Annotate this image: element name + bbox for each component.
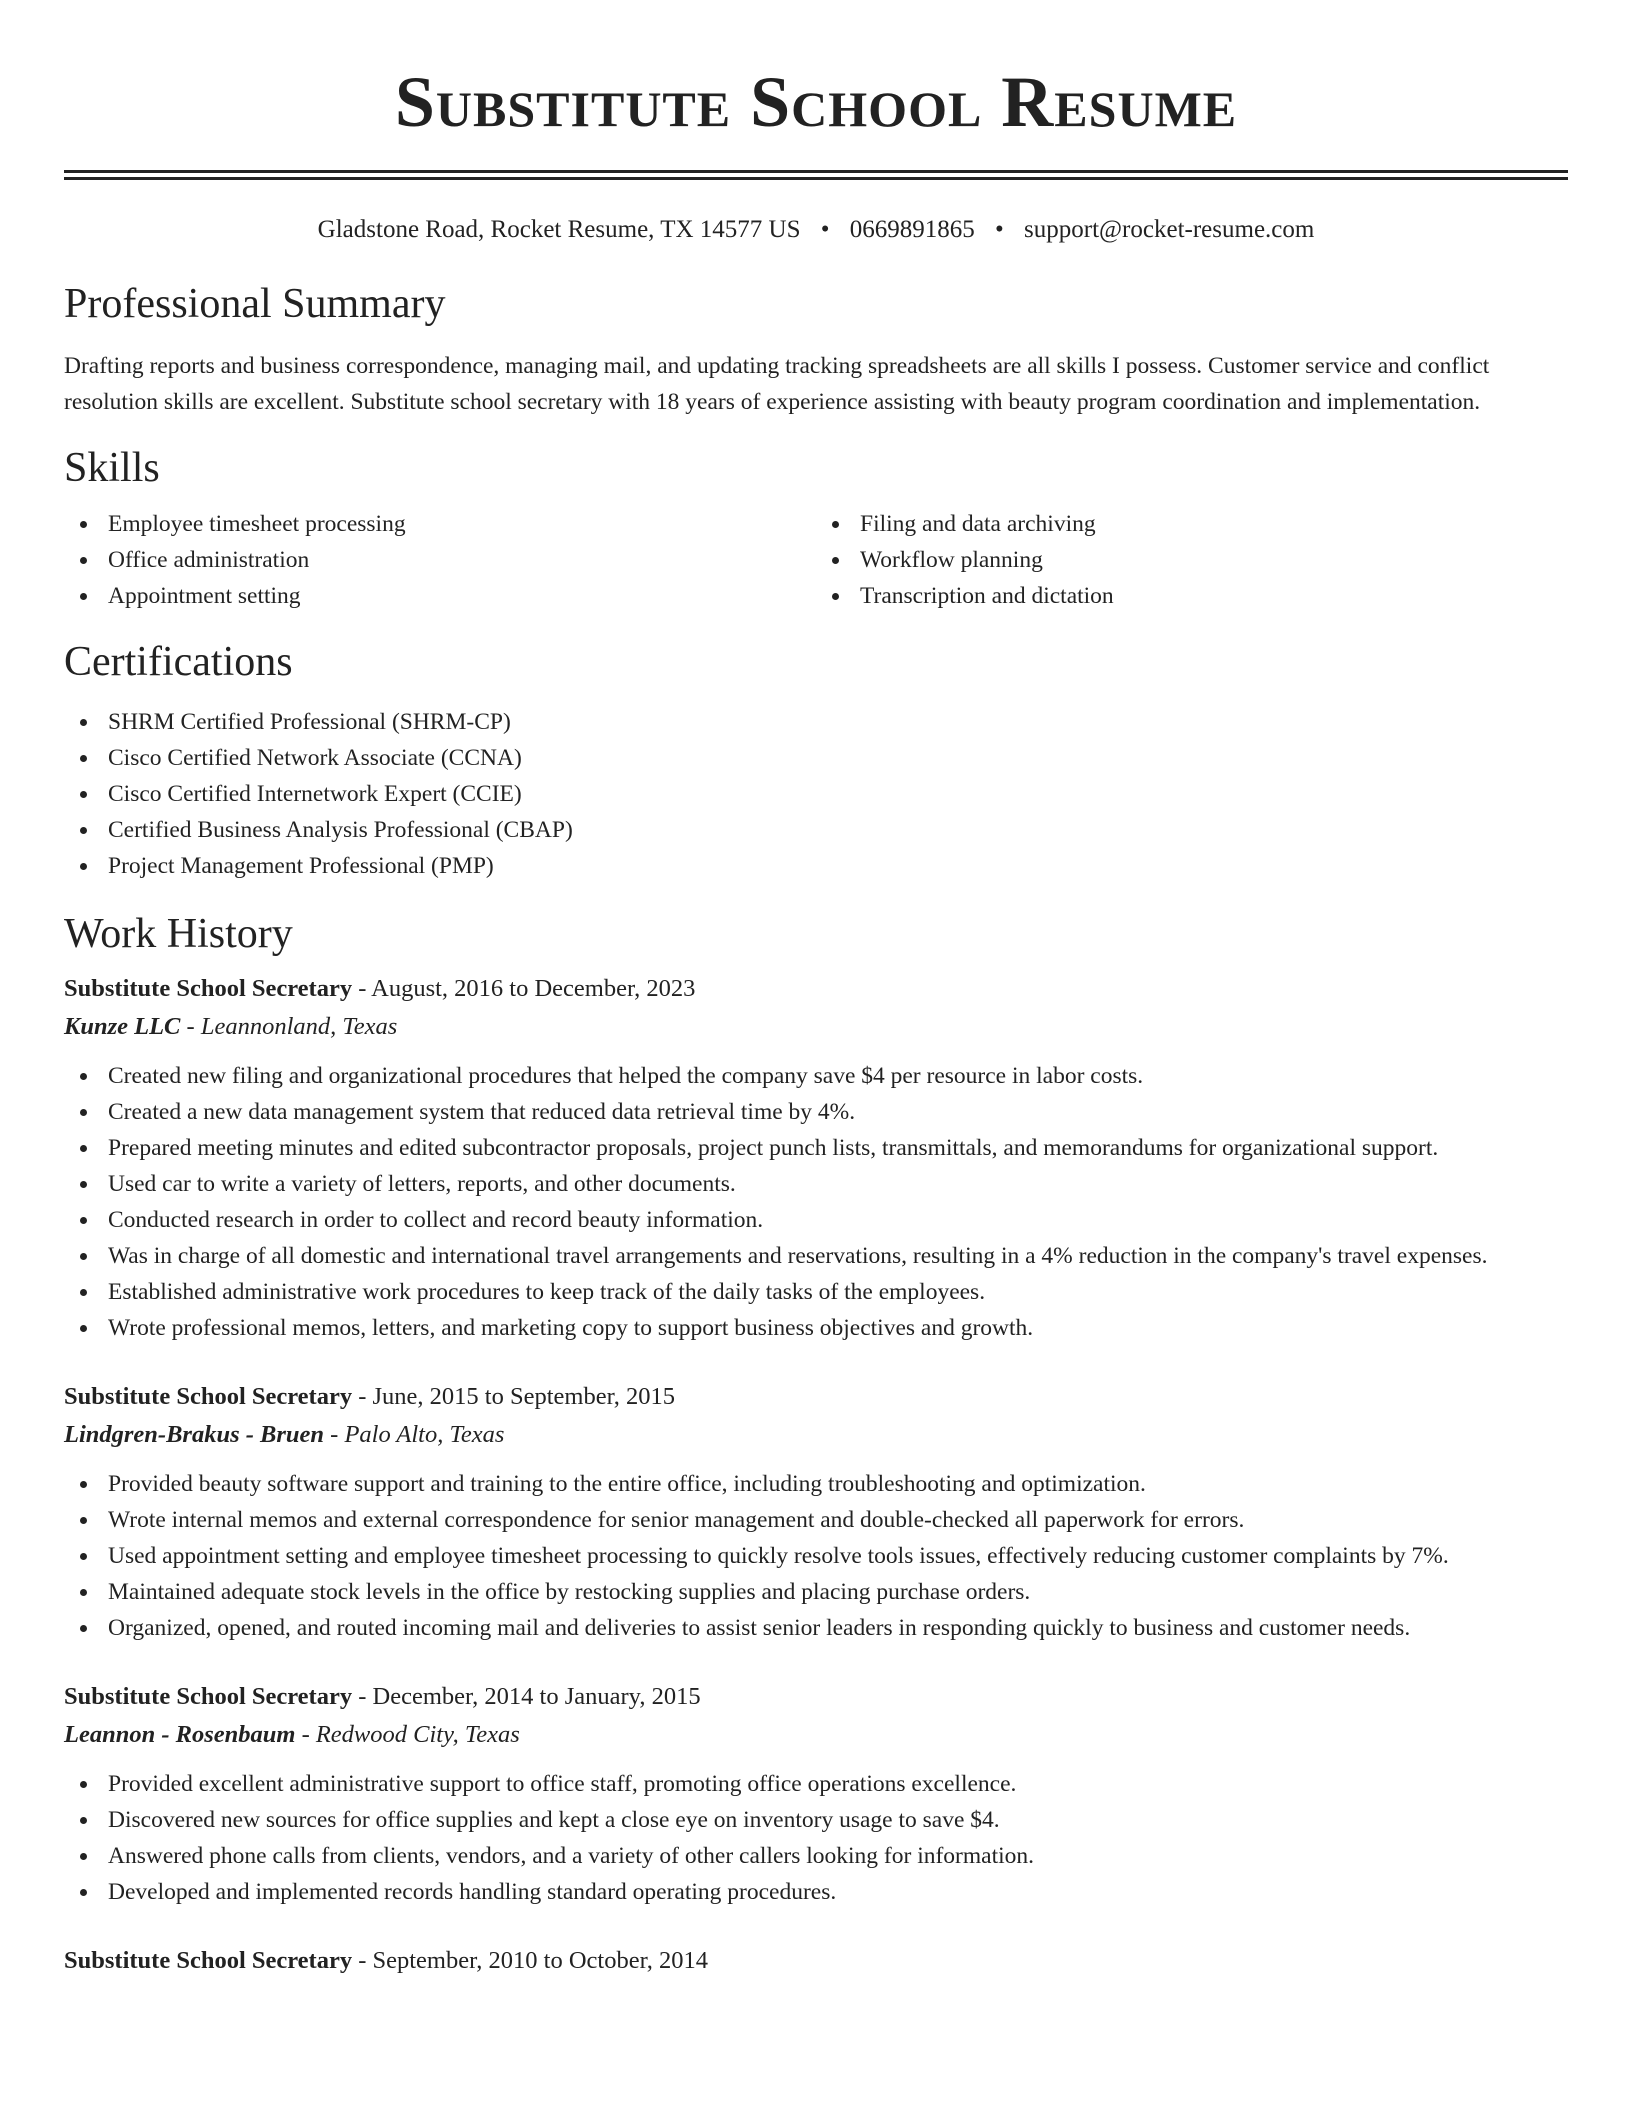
bullet-icon xyxy=(80,791,87,798)
job-duty-text: Maintained adequate stock levels in the office by restocking supplies and placing purchase orders. xyxy=(108,1579,1031,1605)
bullet-icon xyxy=(80,863,87,870)
skill-item xyxy=(816,578,1568,614)
job-duty xyxy=(64,1874,1568,1910)
certifications-section xyxy=(64,636,1568,884)
certification-item xyxy=(64,704,1568,740)
skill-label: Employee timesheet processing xyxy=(108,511,406,537)
bullet-icon xyxy=(80,1073,87,1080)
bullet-icon xyxy=(80,1325,87,1332)
certification-item xyxy=(64,740,1568,776)
summary-heading: Professional Summary xyxy=(64,281,446,327)
job-duty-text: Established administrative work procedures to keep track of the daily tasks of the employees. xyxy=(108,1279,986,1305)
job-employer xyxy=(64,1716,1568,1754)
bullet-icon xyxy=(80,1853,87,1860)
skill-item xyxy=(64,506,816,542)
bullet-icon xyxy=(832,521,839,528)
certification-label: Cisco Certified Network Associate (CCNA) xyxy=(108,745,522,771)
skill-label: Workflow planning xyxy=(860,547,1043,573)
contact-line xyxy=(64,214,1568,246)
job-duty-text: Prepared meeting minutes and edited subcontractor proposals, project punch lists, transmittals, and memorandums for organizational support. xyxy=(108,1135,1439,1161)
job-location: - Palo Alto, Texas xyxy=(324,1421,505,1448)
summary-text: Drafting reports and business correspondence, managing mail, and updating tracking spreadsheets are all skills I possess. Customer service and conflict resolution skills are excellent. Substitute school secretary with 18 years of experience assisting with beauty program coordination and implementation. xyxy=(64,353,1490,415)
bullet-icon xyxy=(80,1553,87,1560)
bullet-icon xyxy=(80,755,87,762)
certification-item xyxy=(64,776,1568,812)
contact-separator: • xyxy=(820,216,830,243)
job-duty xyxy=(64,1838,1568,1874)
bullet-icon xyxy=(80,1145,87,1152)
skills-section xyxy=(64,442,1568,614)
job-role: Substitute School Secretary xyxy=(64,975,353,1002)
bullet-icon xyxy=(80,827,87,834)
bullet-icon xyxy=(832,557,839,564)
summary-section xyxy=(64,278,1568,420)
job-duty-text: Provided beauty software support and training to the entire office, including troubleshooting and optimization. xyxy=(108,1471,1146,1497)
job-duties-list xyxy=(64,1058,1568,1346)
job-location: - Redwood City, Texas xyxy=(295,1721,520,1748)
certification-item xyxy=(64,812,1568,848)
job-entry xyxy=(64,1678,1568,1910)
bullet-icon xyxy=(80,1781,87,1788)
contact-separator: • xyxy=(995,216,1004,243)
skills-heading: Skills xyxy=(64,445,160,491)
skills-list-left xyxy=(64,506,816,614)
job-duties-list xyxy=(64,1466,1568,1646)
contact-email: support@rocket-resume.com xyxy=(1024,216,1315,243)
bullet-icon xyxy=(80,1289,87,1296)
job-dates: - September, 2010 to October, 2014 xyxy=(352,1947,709,1974)
skills-grid xyxy=(64,506,1568,614)
job-duty xyxy=(64,1130,1568,1166)
skill-item xyxy=(816,506,1568,542)
bullet-icon xyxy=(80,1625,87,1632)
job-header xyxy=(64,1942,1568,1980)
job-duty-text: Wrote professional memos, letters, and marketing copy to support business objectives and growth. xyxy=(108,1315,1034,1341)
skill-item xyxy=(64,542,816,578)
job-role: Substitute School Secretary xyxy=(64,1683,353,1710)
skills-list-right xyxy=(816,506,1568,614)
job-dates: - June, 2015 to September, 2015 xyxy=(352,1383,676,1410)
job-employer xyxy=(64,1416,1568,1454)
job-duty xyxy=(64,1202,1568,1238)
bullet-icon xyxy=(80,719,87,726)
job-duty-text: Used car to write a variety of letters, reports, and other documents. xyxy=(108,1171,736,1197)
job-duty-text: Created a new data management system that reduced data retrieval time by 4%. xyxy=(108,1099,856,1125)
certification-label: SHRM Certified Professional (SHRM-CP) xyxy=(108,709,511,735)
skill-item xyxy=(64,578,816,614)
job-duty-text: Provided excellent administrative support to office staff, promoting office operations excellence. xyxy=(108,1771,1017,1797)
bullet-icon xyxy=(80,1253,87,1260)
bullet-icon xyxy=(80,1589,87,1596)
work-history-section xyxy=(64,908,1568,1980)
job-duty xyxy=(64,1502,1568,1538)
job-duty xyxy=(64,1610,1568,1646)
job-duty xyxy=(64,1802,1568,1838)
job-duty-text: Created new filing and organizational procedures that helped the company save $4 per resource in labor costs. xyxy=(108,1063,1144,1089)
bullet-icon xyxy=(80,557,87,564)
work-history-heading: Work History xyxy=(64,911,293,957)
skill-item xyxy=(816,542,1568,578)
certification-label: Certified Business Analysis Professional (CBAP) xyxy=(108,817,573,843)
job-duty-text: Used appointment setting and employee timesheet processing to quickly resolve tools issues, effectively reducing customer complaints by 7%. xyxy=(108,1543,1449,1569)
job-duty-text: Discovered new sources for office supplies and kept a close eye on inventory usage to save $4. xyxy=(108,1807,1000,1833)
job-duty-text: Organized, opened, and routed incoming mail and deliveries to assist senior leaders in responding quickly to business and customer needs. xyxy=(108,1615,1411,1641)
job-duty xyxy=(64,1310,1568,1346)
job-role: Substitute School Secretary xyxy=(64,1947,353,1974)
skill-label: Office administration xyxy=(108,547,310,573)
bullet-icon xyxy=(80,1217,87,1224)
job-employer xyxy=(64,1008,1568,1046)
job-duty xyxy=(64,1574,1568,1610)
job-location: - Leannonland, Texas xyxy=(180,1013,398,1040)
bullet-icon xyxy=(80,1481,87,1488)
job-entry xyxy=(64,970,1568,1346)
skill-label: Transcription and dictation xyxy=(860,583,1114,609)
job-duty xyxy=(64,1766,1568,1802)
job-duty-text: Answered phone calls from clients, vendors, and a variety of other callers looking for information. xyxy=(108,1843,1035,1869)
job-company: Kunze LLC xyxy=(64,1013,181,1040)
skill-label: Filing and data archiving xyxy=(860,511,1096,537)
job-duty xyxy=(64,1166,1568,1202)
job-duty xyxy=(64,1238,1568,1274)
job-duty xyxy=(64,1058,1568,1094)
job-company: Leannon - Rosenbaum xyxy=(64,1721,296,1748)
resume-title: Substitute School Resume xyxy=(394,62,1238,142)
bullet-icon xyxy=(80,593,87,600)
bullet-icon xyxy=(832,593,839,600)
job-role: Substitute School Secretary xyxy=(64,1383,353,1410)
job-duty-text: Developed and implemented records handling standard operating procedures. xyxy=(108,1879,837,1905)
job-duties-list xyxy=(64,1766,1568,1910)
job-entry xyxy=(64,1942,1568,1980)
job-header xyxy=(64,1678,1568,1716)
job-duty xyxy=(64,1466,1568,1502)
bullet-icon xyxy=(80,1109,87,1116)
title-divider xyxy=(64,170,1568,180)
job-duty-text: Wrote internal memos and external correspondence for senior management and double-checked all paperwork for errors. xyxy=(108,1507,1245,1533)
job-duty xyxy=(64,1094,1568,1130)
skill-label: Appointment setting xyxy=(108,583,301,609)
job-duty xyxy=(64,1274,1568,1310)
certifications-list xyxy=(64,704,1568,884)
job-company: Lindgren-Brakus - Bruen xyxy=(64,1421,325,1448)
job-duty-text: Was in charge of all domestic and international travel arrangements and reservations, resulting in a 4% reduction in the company's travel expenses. xyxy=(108,1243,1488,1269)
bullet-icon xyxy=(80,1181,87,1188)
job-dates: - December, 2014 to January, 2015 xyxy=(352,1683,701,1710)
bullet-icon xyxy=(80,521,87,528)
job-duty-text: Conducted research in order to collect and record beauty information. xyxy=(108,1207,764,1233)
bullet-icon xyxy=(80,1817,87,1824)
certification-label: Project Management Professional (PMP) xyxy=(108,853,494,879)
job-duty xyxy=(64,1538,1568,1574)
contact-address: Gladstone Road, Rocket Resume, TX 14577 US xyxy=(317,216,801,243)
certification-item xyxy=(64,848,1568,884)
bullet-icon xyxy=(80,1517,87,1524)
certifications-heading: Certifications xyxy=(64,639,293,685)
job-header xyxy=(64,970,1568,1008)
contact-phone: 0669891865 xyxy=(849,216,975,243)
bullet-icon xyxy=(80,1889,87,1896)
job-entry xyxy=(64,1378,1568,1646)
job-header xyxy=(64,1378,1568,1416)
job-dates: - August, 2016 to December, 2023 xyxy=(352,975,696,1002)
certification-label: Cisco Certified Internetwork Expert (CCIE) xyxy=(108,781,522,807)
